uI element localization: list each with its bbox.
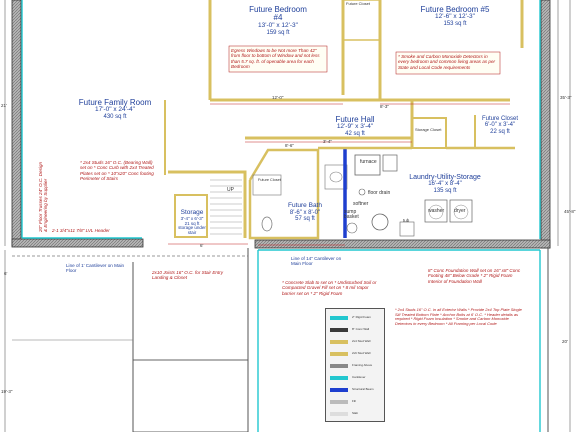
hall-area: 42 sq ft xyxy=(345,131,365,138)
truss-note: 20" Floor Trusses 24" O.C. Design & Engineering by Supplier xyxy=(38,161,49,232)
legend-row xyxy=(330,325,380,335)
dim-5: 8'-3" xyxy=(380,104,389,109)
legend-swatch xyxy=(330,340,348,344)
joists-note: 2x10 Joists 16" O.C. for Stair Entry Landing & Closet xyxy=(152,270,224,281)
bedroom4-area: 159 sq ft xyxy=(266,29,290,36)
right-foundation-wall xyxy=(541,0,550,248)
studs-note: * 2x4 Studs 16" O.C. (Bearing Wall) set on * Conc Curb with 2x4 Treated Plates set on * 10"x20" Conc footing Perimeter of Stairs xyxy=(80,160,154,181)
storage-sub: storage under stair xyxy=(178,225,206,235)
tub-label: tub xyxy=(403,218,410,223)
legend-row xyxy=(330,349,380,359)
legend-swatch xyxy=(330,412,348,416)
closet-mid-label: Future Closet xyxy=(258,178,281,182)
bottom-right-foundation-wall xyxy=(255,240,550,248)
lvl-note: 2-1 3/4"x11 7/8" LVL Header xyxy=(52,228,110,233)
hall-dims: 12'-9" x 3'-4" xyxy=(336,123,374,131)
smoke-note: * Smoke and Carbon Monoxide Detectors in every bedroom and common living areas as per State and Local Code requirements xyxy=(398,54,496,70)
general-note: * 2x4 Studs 16" O.C. in all Exterior Walls * Provide 2x4 Top Plate Single Sill Treated Bottom Plate * Anchor Bolts at 6' O.C. * Header details as required * Rigid Foam Insulation * Smoke and Carbon Monoxide Detectors in every Bedroom * All Framing per Local Code xyxy=(395,307,522,326)
water-heater xyxy=(372,214,388,230)
furnace-label: furnace xyxy=(360,159,377,165)
legend-label: Framing Above xyxy=(352,363,373,367)
legend-label: 2x4 Stud Wall xyxy=(352,339,371,343)
dim-6: 6' xyxy=(200,243,204,248)
closet-right-label xyxy=(478,116,522,135)
legend-label: Slab xyxy=(352,411,359,415)
left-dimension: 21' xyxy=(1,103,7,108)
furnace-2 xyxy=(383,155,397,171)
storage-closet-label: Storage Closet xyxy=(415,127,442,132)
up-label: UP xyxy=(227,187,234,193)
legend-label: 2x6 Stud Wall xyxy=(352,351,371,355)
storage-name: Storage xyxy=(180,209,204,216)
sump-basket xyxy=(347,223,357,233)
floor-drain-label: floor drain xyxy=(368,190,391,196)
sink xyxy=(330,172,342,182)
right-lower-dimension: 20' xyxy=(562,339,568,344)
dim-1: 12'-0" xyxy=(272,95,284,100)
laundry-name: Laundry-Utility-Storage xyxy=(409,174,481,181)
bath-name: Future Bath xyxy=(288,202,322,209)
hall-name: Future Hall xyxy=(335,115,375,124)
egress-note: Egress Windows to be Not more Than 42" from floor to bottom of Window and not less than 5.7 sq. ft. of openable area for each Bedroom xyxy=(231,48,320,69)
family-room-label xyxy=(60,99,170,121)
family-room-dims: 17'-0" x 24'-4" xyxy=(95,106,135,114)
closet-right-name: Future Closet xyxy=(481,116,518,122)
legend-label: 8" Conc Wall xyxy=(352,327,370,331)
left-lower-dimension: 19'-3" xyxy=(1,389,13,394)
floor-drain xyxy=(359,189,365,195)
family-room-area: 430 sq ft xyxy=(103,114,127,121)
tub xyxy=(400,222,414,236)
legend-label: Cantilever xyxy=(352,375,366,379)
bath-dims: 8'-6" x 8'-0" xyxy=(289,209,321,216)
legend-swatch xyxy=(330,316,348,320)
dim-3: 8'-6" xyxy=(285,143,294,148)
future-closet-top-label: Future Closet xyxy=(346,1,371,6)
cantilever-main-note: Line of 1' Cantilever on Main Floor xyxy=(66,263,125,274)
closet-right-area: 22 sq ft xyxy=(490,128,510,135)
cantilever-14-note: Line of 14" Cantilever on Main Floor xyxy=(291,256,342,267)
laundry-label xyxy=(395,174,495,194)
softner-label: softner xyxy=(353,201,369,207)
legend-row xyxy=(330,337,380,347)
legend-swatch xyxy=(330,388,348,392)
closet-right-dims: 6'-0" x 3'-4" xyxy=(484,122,516,129)
washer-label: washer xyxy=(428,208,445,214)
bedroom4-label xyxy=(238,6,318,36)
bath-label xyxy=(282,203,328,222)
legend-label: Structural Beam xyxy=(352,387,374,391)
laundry-dims: 16'-4" x 8'-4" xyxy=(428,181,462,188)
legend-swatch xyxy=(330,352,348,356)
left-foundation-wall xyxy=(12,0,21,246)
family-room-name: Future Family Room xyxy=(78,98,152,107)
storage-closet-box xyxy=(412,118,446,148)
right-dimension: 35'-3" xyxy=(560,95,572,100)
bedroom5-label xyxy=(410,6,500,28)
hall-label xyxy=(318,116,392,138)
legend-row xyxy=(330,385,380,395)
legend-box xyxy=(325,308,385,422)
storage-label xyxy=(175,210,209,236)
bedroom5-dims: 12'-6" x 12'-3" xyxy=(435,13,475,21)
dryer-label: dryer xyxy=(454,208,466,214)
toilet xyxy=(262,217,272,231)
legend-row xyxy=(330,397,380,407)
legend-swatch xyxy=(330,364,348,368)
legend-row xyxy=(330,409,380,419)
bedroom5-area: 153 sq ft xyxy=(443,21,467,28)
legend-row xyxy=(330,361,380,371)
storage-area: 21 sq ft xyxy=(184,220,200,226)
lower-left-room xyxy=(133,360,248,432)
bedroom5-name: Future Bedroom #5 xyxy=(420,5,490,14)
legend-row xyxy=(330,373,380,383)
legend-label: 2" Rigid Foam xyxy=(352,315,371,319)
storage-dims: 3'-4" x 6'-3" xyxy=(180,215,204,221)
legend-swatch xyxy=(330,376,348,380)
bedroom4-number: #4 xyxy=(273,13,283,23)
legend-swatch xyxy=(330,400,348,404)
dim-2: 3'-4" xyxy=(323,139,332,144)
legend-swatch xyxy=(330,328,348,332)
sump-label: sump basket xyxy=(344,209,359,221)
dim-4: 6' xyxy=(4,271,8,276)
legend-label: Fill xyxy=(352,399,356,403)
foundation-note: 8" Conc Foundation Wall set on 16" x8" Conc Footing 48" Below Grade * 2" Rigid Foam Interior of Foundation Wall xyxy=(428,268,521,284)
legend-row xyxy=(330,313,380,323)
bath-walls xyxy=(250,150,318,238)
laundry-area: 135 sq ft xyxy=(433,187,457,194)
bath-area: 57 sq ft xyxy=(295,216,315,223)
right-dimension-2: 45'-8" xyxy=(564,209,576,214)
stair-treads xyxy=(210,180,242,234)
bottom-left-foundation-wall xyxy=(12,239,143,247)
slab-note: * Concrete Slab to set on * Undisturbed Soil or Compacted Gravel Fill set on * 8 mil Vapor barrier set on * 2" Rigid Foam xyxy=(282,280,377,296)
bedroom4-name: Future Bedroom xyxy=(249,5,307,14)
bedroom4-dims: 13'-0" x 12'-3" xyxy=(258,21,298,29)
